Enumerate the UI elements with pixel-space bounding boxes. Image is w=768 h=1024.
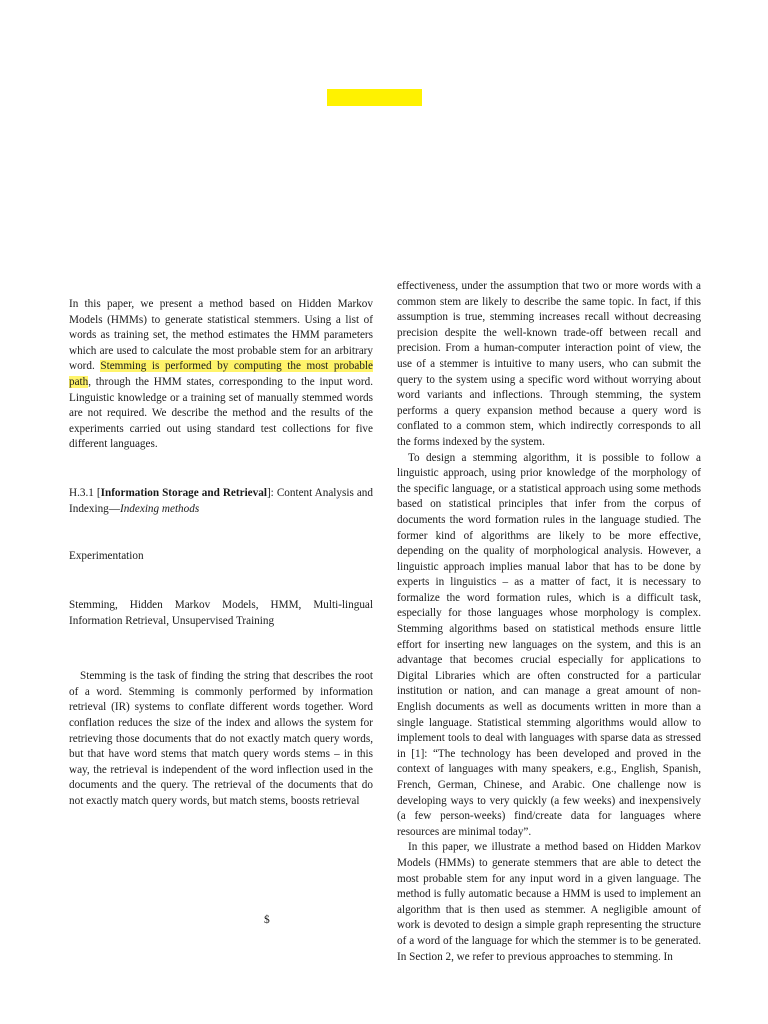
keywords: Stemming, Hidden Markov Models, HMM, Multi-lingual Information Retrieval, Unsupervised Training [69, 599, 373, 627]
category-rest: ]: Content Analysis and Indexing— [69, 487, 373, 515]
category-code: H.3.1 [ [69, 487, 101, 499]
abstract-text-1: In this paper, we present a method based on Hidden Markov Models (HMMs) to generate statistical stemmers. Using a list of words as training set, the method estimates the HMM parameters which are used to calculate the most probable stem for an arbitrary word. [69, 298, 373, 373]
page-number: $ [264, 914, 270, 926]
category-italic: Indexing methods [119, 502, 200, 515]
category-bold: Information Storage and Retrieval [100, 487, 267, 499]
right-paragraph-3: In this paper, we illustrate a method based on Hidden Markov Models (HMMs) to generate stemmers that are able to detect the most probable stem for any input word in a given language. The method is fully automatic because a HMM is used to implement an algorithm that is then used as stemmer. A negligible amount of work is devoted to design a simple graph representing the structure of a word of the language for which the stemmer is to be generated. In Section 2, we refer to previous approaches to stemming. In [397, 841, 701, 963]
abstract-text-2: , through the HMM states, corresponding to the input word. Linguistic knowledge or a training set of manually stemmed words are not required. We describe the method and the results of the experiments carried out using standard test collections for five different languages. [69, 375, 373, 451]
introduction-left [69, 658, 373, 821]
title-highlight-bar [327, 89, 422, 106]
right-paragraph-2: To design a stemming algorithm, it is possible to follow a linguistic approach, using prior knowledge of the morphology of the specific language, or a statistical approach using some methods based on statistical principles that infer from the corpus of documents the word formation rules in the language studied. The former kind of algorithms are likely to be more effective, depending on the quality of morphological analysis. However, a linguistic approach implies manual labor that has to be done by experts in linguistics – as a matter of fact, it is necessary to formalize the word formation rules, which is a difficult task, especially for those languages whose morphology is complex. Stemming algorithms based on statistical methods ensure little effort for inserting new languages on the system, and this is an advantage that becomes crucial especially for applications to Digital Libraries which are often constructed for a particular institution or nation, and can manage a great amount of non-English documents as well as documents written in more than a single language. Statistical stemming algorithms would allow to implement tools to deal with languages with sparse data as stressed in [1]: “The technology has been developed and proved in the context of languages with many speakers, e.g., English, Spanish, French, German, Chinese, and Arabic. One challenge now is developing ways to very quickly (a few weeks) and inexpensively (a few person-weeks) find/create data for languages where resources are minimal today”. [397, 451, 701, 838]
right-paragraph-1: effectiveness, under the assumption that two or more words with a common stem are likely to describe the same topic. In fact, if this assumption is true, stemming increases recall without decreasing precision despite the well-known trade-off between recall and precision. From a human-computer interaction point of view, the use of a stemmer is intuitive to many users, who can submit the query to the system using a specific word without worrying about word variants and inflections. Through stemming, the system performs a query expansion method because a query word is conflated to a common stem, which indirectly corresponds to all the forms indexed by the system. [397, 280, 701, 448]
right-column [397, 279, 701, 965]
abstract [69, 297, 373, 453]
highlighted-sentence: Stemming is performed by computing the most probable path [69, 360, 373, 388]
general-terms: Experimentation [69, 550, 144, 562]
categories [69, 486, 373, 517]
intro-paragraph: Stemming is the task of finding the string that describes the root of a word. Stemming is commonly performed by information retrieval (IR) systems to conflate different words together. Word conflation reduces the size of the index and allows the system for retrieving those documents that do not exactly match query words, but that have word stems that match query words stems – in this way, the retrieval is independent of the word inflection used in the documents and the query. The retrieval of the documents that do not exactly match query words, but match stems, boosts retrieval [69, 670, 373, 807]
